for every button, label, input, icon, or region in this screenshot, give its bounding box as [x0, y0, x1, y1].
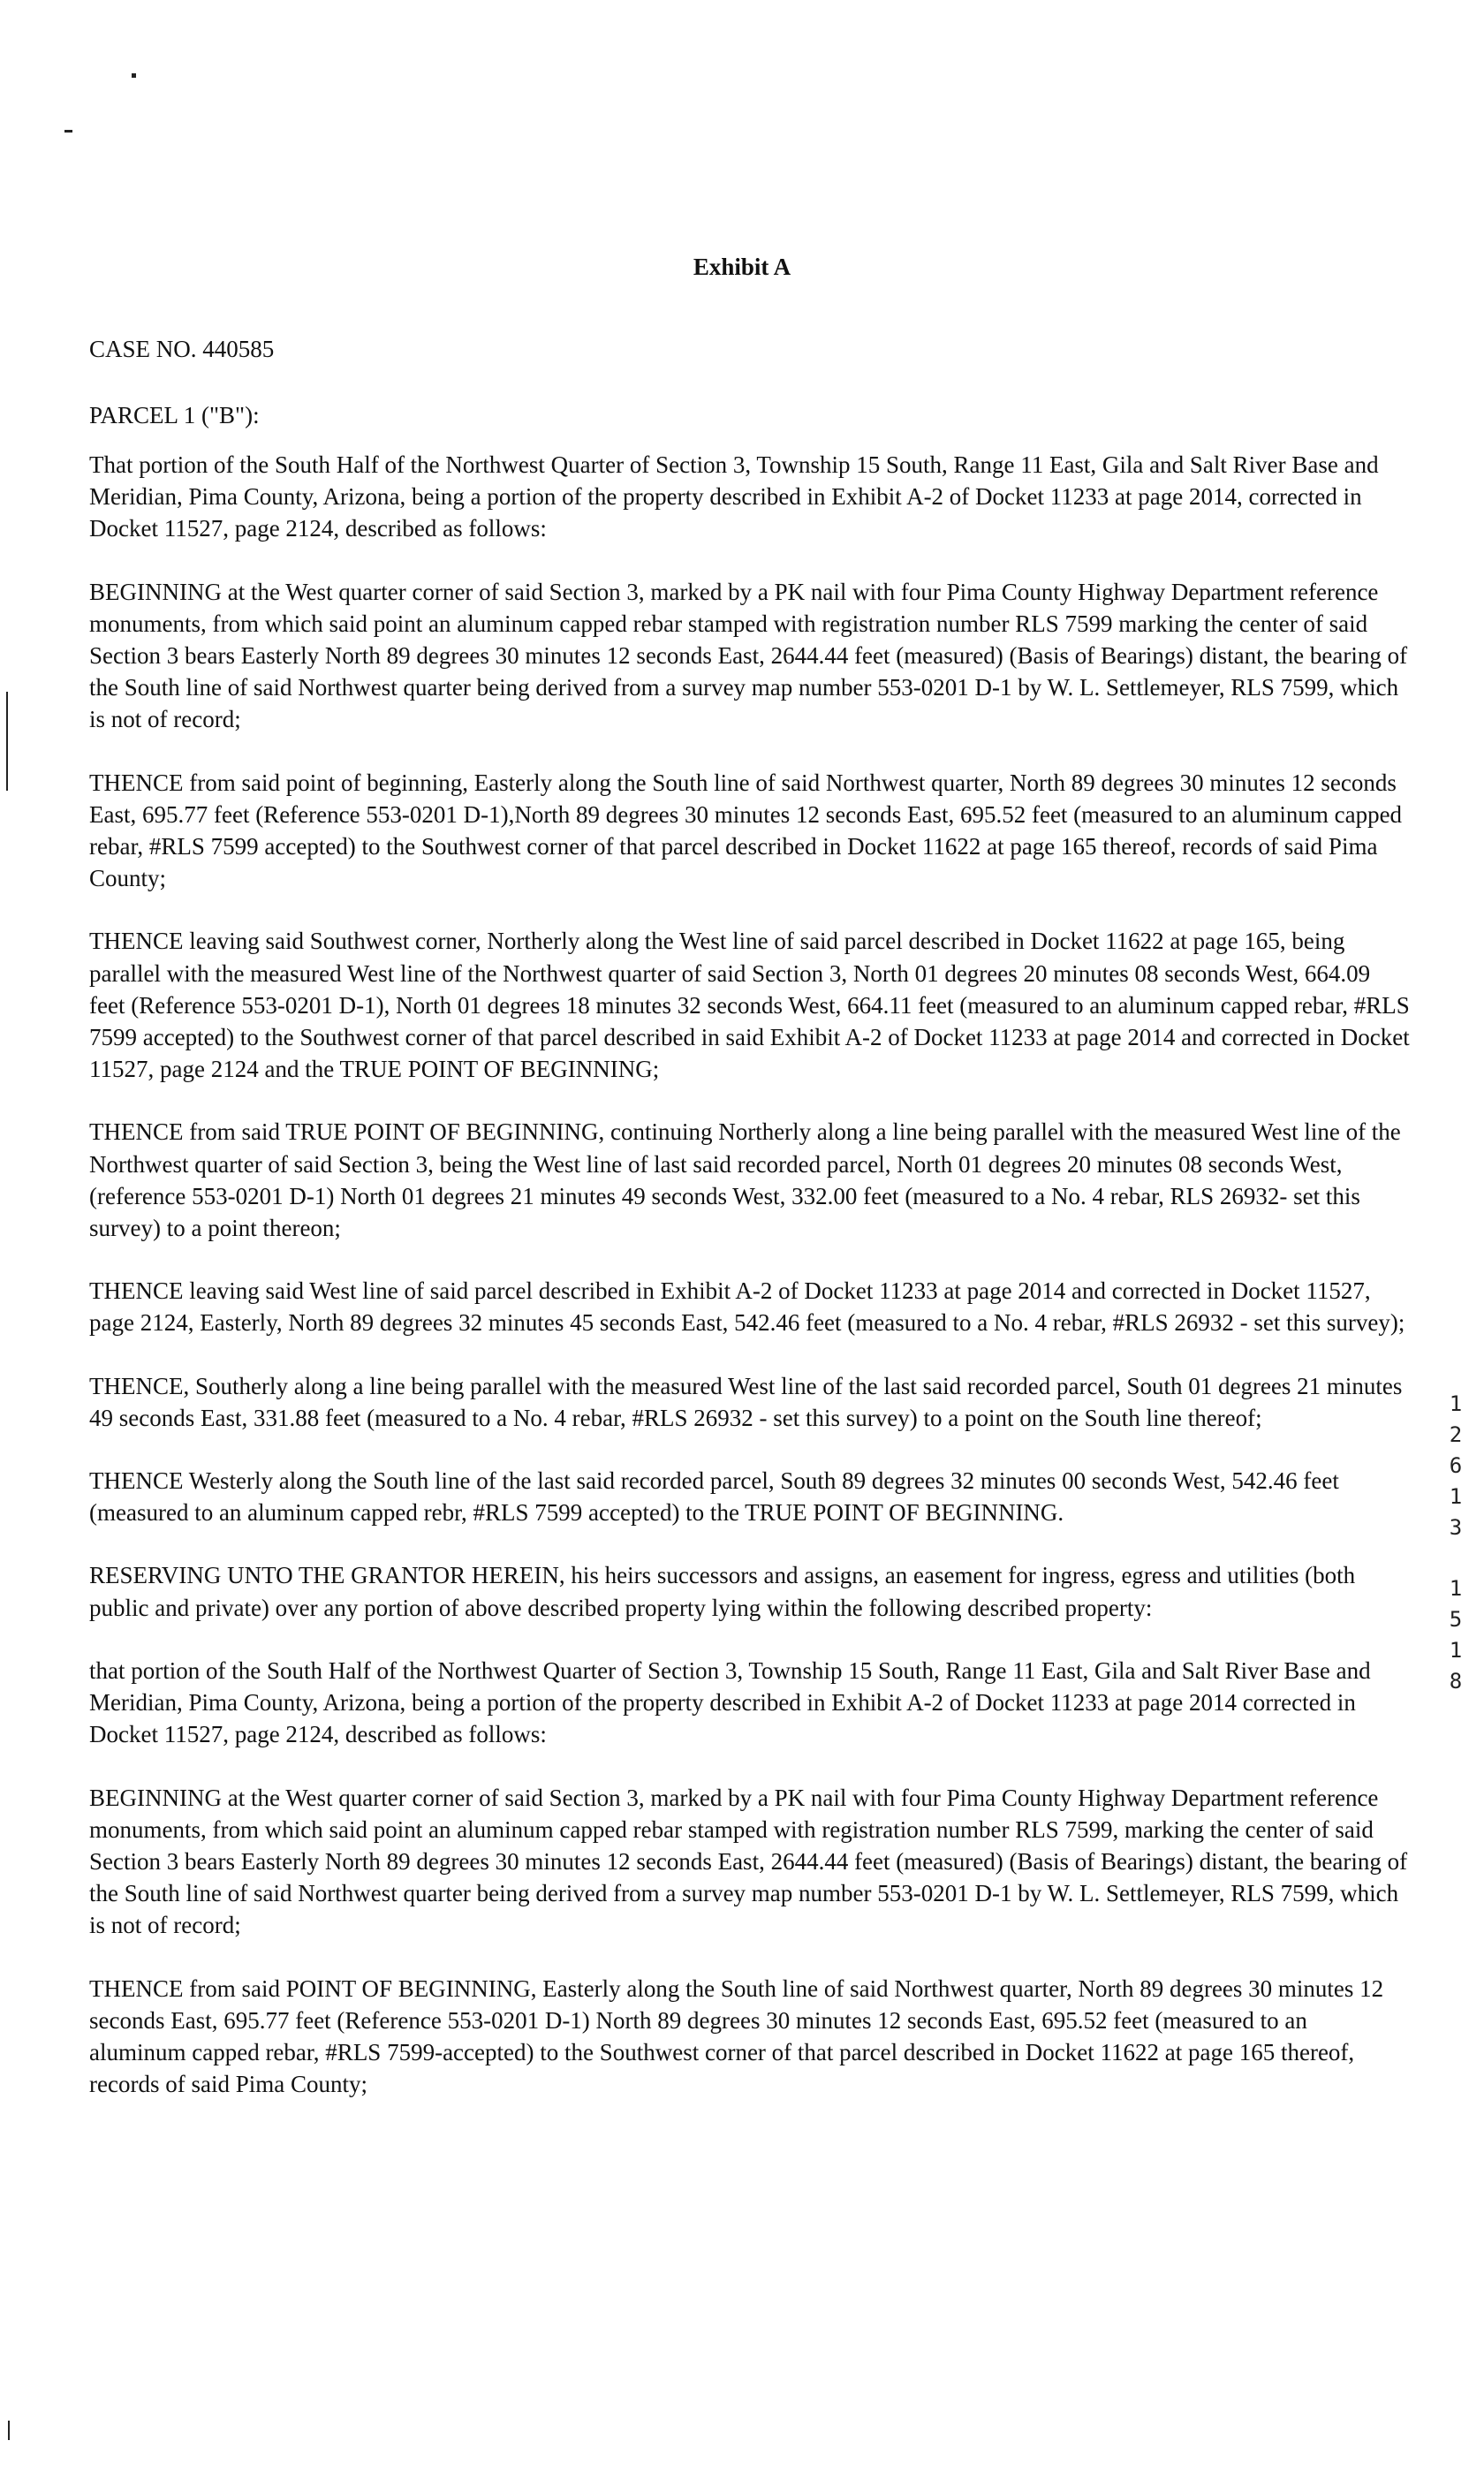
stamp-digit: 1 [1449, 1391, 1463, 1416]
stamp-digit: 1 [1449, 1638, 1463, 1663]
stamp-digit: 6 [1449, 1453, 1463, 1478]
paragraph-easement-intro: that portion of the South Half of the Northwest Quarter of Section 3, Township 15 South, Range 11 East, Gila and Salt River Base and Meridian, Pima County, Arizona, being a portion of the property described in Exhibit A-2 of Docket 11233 at page 2014 corrected in Docket 11527, page 2124, described as follows: [89, 1656, 1371, 1748]
paragraph-thence-4: THENCE leaving said West line of said parcel described in Exhibit A-2 of Docket 11233 at page 2014 and corrected in Docket 11527, page 2124, Easterly, North 89 degrees 32 minutes 45 seconds East, 542.46 feet (measured to a No. 4 rebar, #RLS 26932 - set this survey); [89, 1277, 1405, 1337]
stamp-digit: 8 [1449, 1669, 1463, 1694]
stamp-digit: 1 [1449, 1484, 1463, 1509]
parcel-heading: PARCEL 1 ("B"): [89, 402, 260, 428]
stamp-digit: 1 [1449, 1576, 1463, 1601]
case-number: CASE NO. 440585 [89, 336, 275, 362]
scan-speck [64, 130, 72, 133]
docket-margin-stamp [1438, 1389, 1473, 1697]
paragraph-thence-5: THENCE, Southerly along a line being parallel with the measured West line of the last said recorded parcel, South 01 degrees 21 minutes 49 seconds East, 331.88 feet (measured to a No. 4 rebar, #RLS 26932 - set this survey) to a point on the South line thereof; [89, 1372, 1403, 1431]
paragraph-intro: That portion of the South Half of the Northwest Quarter of Section 3, Township 15 South, Range 11 East, Gila and Salt River Base and Meridian, Pima County, Arizona, being a portion of the property described in Exhibit A-2 of Docket 11233 at page 2014, corrected in Docket 11527, page 2124, described as follows: [89, 451, 1379, 542]
paragraph-beginning: BEGINNING at the West quarter corner of said Section 3, marked by a PK nail with four Pima County Highway Department reference monuments, from which said point an aluminum capped rebar stamped with registration number RLS 7599 marking the center of said Section 3 bears Easterly North 89 degrees 30 minutes 12 seconds East, 2644.44 feet (measured) (Basis of Bearings) distant, the bearing of the South line of said Northwest quarter being derived from a survey map number 553-0201 D-1 by W. L. Settlemeyer, RLS 7599, which is not of record; [89, 578, 1408, 733]
paragraph-thence-1: THENCE from said point of beginning, Easterly along the South line of said Northwest quarter, North 89 degrees 30 minutes 12 seconds East, 695.77 feet (Reference 553-0201 D-1),North 89 degrees 30 minutes 12 seconds East, 695.52 feet (measured to an aluminum capped rebar, #RLS 7599 accepted) to the Southwest corner of that parcel described in Docket 11622 at page 165 thereof, records of said Pima County; [89, 769, 1403, 892]
paragraph-easement-beginning: BEGINNING at the West quarter corner of said Section 3, marked by a PK nail with four Pima County Highway Department reference monuments, from which said point an aluminum capped rebar stamped with registration number RLS 7599, marking the center of said Section 3 bears Easterly North 89 degrees 30 minutes 12 seconds East, 2644.44 feet (measured) (Basis of Bearings) distant, the bearing of the South line of said Northwest quarter being derived from a survey map number 553-0201 D-1 by W. L. Settlemeyer, RLS 7599, which is not of record; [89, 1784, 1408, 1939]
stamp-digit: 3 [1449, 1515, 1463, 1540]
legal-description [89, 449, 1410, 2131]
paragraph-thence-2: THENCE leaving said Southwest corner, Northerly along the West line of said parcel described in Docket 11622 at page 165, being parallel with the measured West line of the Northwest quarter of said Section 3, North 01 degrees 20 minutes 08 seconds West, 664.09 feet (Reference 553-0201 D-1), North 01 degrees 18 minutes 32 seconds West, 664.11 feet (measured to an aluminum capped rebar, #RLS 7599 accepted) to the Southwest corner of that parcel described in said Exhibit A-2 of Docket 11233 at page 2014 and corrected in Docket 11527, page 2124 and the TRUE POINT OF BEGINNING; [89, 928, 1410, 1083]
document-title: Exhibit A [693, 254, 791, 280]
scan-border-line [6, 692, 8, 791]
paragraph-thence-3: THENCE from said TRUE POINT OF BEGINNING, continuing Northerly along a line being parallel with the measured West line of the Northwest quarter of said Section 3, being the West line of last said recorded parcel, North 01 degrees 20 minutes 08 seconds West, (reference 553-0201 D-1) North 01 degrees 21 minutes 49 seconds West, 332.00 feet (measured to a No. 4 rebar, RLS 26932- set this survey) to a point thereon; [89, 1118, 1401, 1242]
scan-speck [132, 73, 136, 78]
stamp-digit: 2 [1449, 1422, 1463, 1447]
stamp-digit: 5 [1449, 1607, 1463, 1632]
paragraph-thence-6: THENCE Westerly along the South line of the last said recorded parcel, South 89 degrees 32 minutes 00 seconds West, 542.46 feet (measured to an aluminum capped rebr, #RLS 7599 accepted) to the TRUE POINT OF BEGINNING. [89, 1467, 1339, 1527]
paragraph-easement-thence: THENCE from said POINT OF BEGINNING, Easterly along the South line of said Northwest quarter, North 89 degrees 30 minutes 12 seconds East, 695.77 feet (Reference 553-0201 D-1) North 89 degrees 30 minutes 12 seconds East, 695.52 feet (measured to an aluminum capped rebar, #RLS 7599-accepted) to the Southwest corner of that parcel described in Docket 11622 at page 165 thereof, records of said Pima County; [89, 1974, 1384, 2098]
paragraph-reserving: RESERVING UNTO THE GRANTOR HEREIN, his heirs successors and assigns, an easement for ingress, egress and utilities (both public and private) over any portion of above described property lying within the following described property: [89, 1562, 1356, 1621]
scan-speck [8, 2421, 10, 2440]
